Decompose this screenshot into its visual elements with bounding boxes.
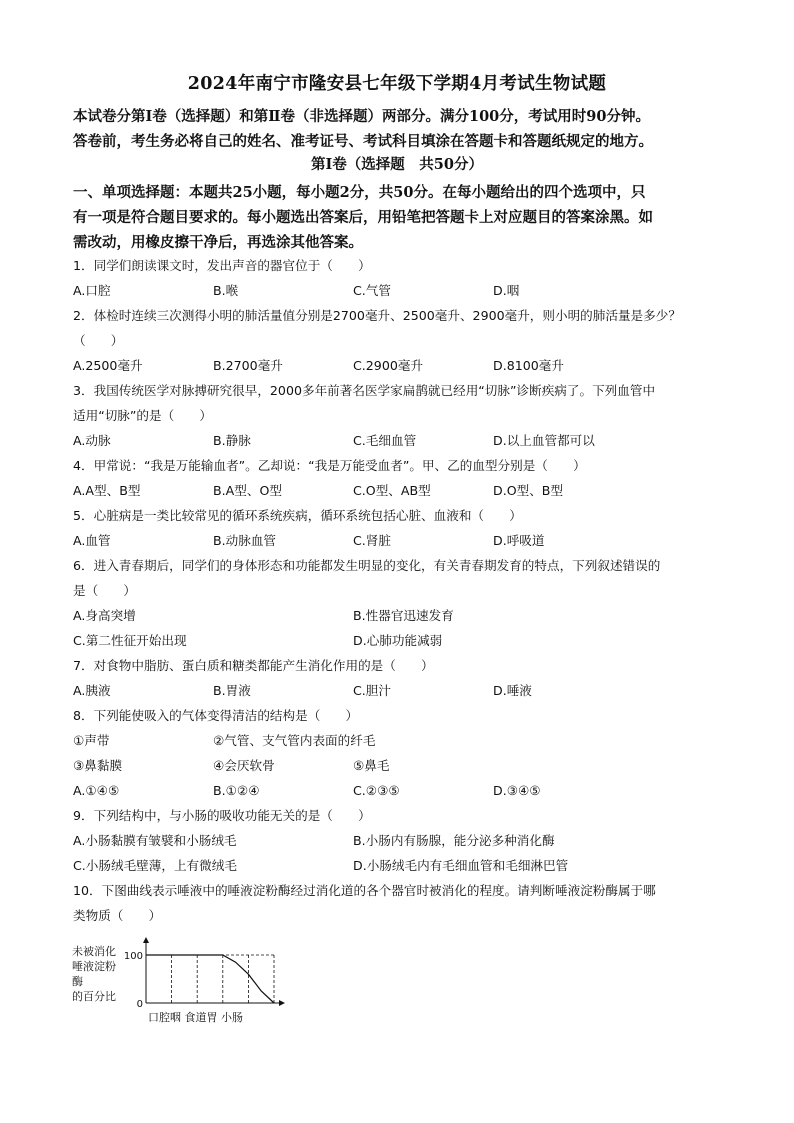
option: B.①②④ bbox=[213, 783, 260, 798]
intro-line: 本试卷分第Ⅰ卷（选择题）和第Ⅱ卷（非选择题）两部分。满分100分，考试用时90分钟。 bbox=[73, 108, 650, 125]
intro-line: 答卷前，考生务必将自己的姓名、准考证号、考试科目填涂在答题卡和答题纸规定的地方。 bbox=[73, 133, 653, 150]
y-label-line: 酶 bbox=[72, 975, 83, 988]
question-list bbox=[73, 253, 733, 928]
option: A.口腔 bbox=[73, 283, 111, 298]
option: A.①④⑤ bbox=[73, 783, 120, 798]
option: D.咽 bbox=[493, 283, 520, 298]
x-axis-labels: 口腔咽 食道胃 小肠 bbox=[148, 1011, 243, 1024]
question-stem: 8．下列能使吸入的气体变得清洁的结构是（ ） bbox=[73, 708, 359, 723]
option: B.2700毫升 bbox=[213, 358, 283, 373]
option: B.动脉血管 bbox=[213, 533, 277, 548]
options-row bbox=[73, 428, 733, 453]
option: C.第二性征开始出现 bbox=[73, 633, 187, 648]
segment-dividers bbox=[146, 955, 274, 1003]
y-tick-labels bbox=[124, 951, 143, 1010]
option: C.O型、AB型 bbox=[353, 483, 431, 498]
exam-intro bbox=[73, 104, 733, 154]
y-tick-label: 100 bbox=[123, 951, 143, 962]
question-stem-cont: 类物质（ ） bbox=[73, 908, 162, 923]
options-row bbox=[73, 778, 733, 803]
option: A.动脉 bbox=[73, 433, 111, 448]
question-stem: 4．甲常说：“我是万能输血者”。乙却说：“我是万能受血者”。甲、乙的血型分别是（ ） bbox=[73, 458, 586, 473]
structure-item: ②气管、支气管内表面的纤毛 bbox=[213, 733, 376, 748]
option: B.性器官迅速发育 bbox=[353, 608, 454, 623]
options-row bbox=[73, 853, 733, 878]
question-stem: 6．进入青春期后，同学们的身体形态和功能都发生明显的变化，有关青春期发育的特点，下列叙述错误的 bbox=[73, 558, 661, 573]
option: B.胃液 bbox=[213, 683, 251, 698]
section-title: 第Ⅰ卷（选择题 共50分） bbox=[311, 156, 483, 173]
question-stem: 2．体检时连续三次测得小明的肺活量值分别是2700毫升、2500毫升、2900毫升，则小明的肺活量是多少？ bbox=[73, 308, 681, 323]
series-line bbox=[146, 955, 274, 1003]
option: A.胰液 bbox=[73, 683, 111, 698]
option: B.小肠内有肠腺，能分泌多种消化酶 bbox=[353, 833, 555, 848]
options-row bbox=[73, 478, 733, 503]
question-stem: 7．对食物中脂肪、蛋白质和糖类都能产生消化作用的是（ ） bbox=[73, 658, 434, 673]
option: C.胆汁 bbox=[353, 683, 391, 698]
question-stem-cont: （ ） bbox=[73, 333, 124, 348]
option: D.O型、B型 bbox=[493, 483, 564, 498]
items-row bbox=[73, 753, 733, 778]
structure-item: ③鼻黏膜 bbox=[73, 758, 123, 773]
options-row bbox=[73, 528, 733, 553]
option: A.身高突增 bbox=[73, 608, 136, 623]
options-row bbox=[73, 828, 733, 853]
option: C.小肠绒毛壁薄，上有微绒毛 bbox=[73, 858, 237, 873]
question-stem-cont: 是（ ） bbox=[73, 583, 136, 598]
option: C.肾脏 bbox=[353, 533, 391, 548]
option: C.毛细血管 bbox=[353, 433, 417, 448]
y-label-line: 唾液淀粉 bbox=[72, 960, 116, 973]
instruction-line: 需改动，用橡皮擦干净后，再选涂其他答案。 bbox=[73, 234, 363, 251]
structure-item: ⑤鼻毛 bbox=[353, 758, 390, 773]
options-row bbox=[73, 628, 733, 653]
instruction-line: 有一项是符合题目要求的。每小题选出答案后，用铅笔把答题卡上对应题目的答案涂黑。如 bbox=[73, 209, 653, 226]
digestion-chart bbox=[70, 935, 300, 1035]
page-title: 2024年南宁市隆安县七年级下学期4月考试生物试题 bbox=[187, 74, 607, 94]
y-label-line: 未被消化 bbox=[72, 945, 116, 958]
options-row bbox=[73, 678, 733, 703]
option: D.唾液 bbox=[493, 683, 532, 698]
option: B.静脉 bbox=[213, 433, 251, 448]
items-row bbox=[73, 728, 733, 753]
options-row bbox=[73, 603, 733, 628]
option: A.A型、B型 bbox=[73, 483, 141, 498]
option: D.以上血管都可以 bbox=[493, 433, 595, 448]
option: D.8100毫升 bbox=[493, 358, 564, 373]
section-instructions bbox=[73, 180, 733, 255]
option: B.喉 bbox=[213, 283, 239, 298]
y-label-line: 的百分比 bbox=[72, 990, 116, 1003]
question-stem: 9．下列结构中，与小肠的吸收功能无关的是（ ） bbox=[73, 808, 371, 823]
question-stem: 10．下图曲线表示唾液中的唾液淀粉酶经过消化道的各个器官时被消化的程度。请判断唾液淀粉酶属于哪 bbox=[73, 883, 656, 898]
option: C.2900毫升 bbox=[353, 358, 424, 373]
option: C.②③⑤ bbox=[353, 783, 400, 798]
structure-item: ④会厌软骨 bbox=[213, 758, 275, 773]
question-stem: 3．我国传统医学对脉搏研究很早，2000多年前著名医学家扁鹊就已经用“切脉”诊断疾病了。下列血管中 bbox=[73, 383, 656, 398]
instruction-line: 一、单项选择题：本题共25小题，每小题2分，共50分。在每小题给出的四个选项中，只 bbox=[73, 184, 646, 201]
option: C.气管 bbox=[353, 283, 391, 298]
option: A.小肠黏膜有皱襞和小肠绒毛 bbox=[73, 833, 237, 848]
option: A.2500毫升 bbox=[73, 358, 143, 373]
y-tick-label: 0 bbox=[136, 999, 143, 1010]
option: D.呼吸道 bbox=[493, 533, 545, 548]
option: D.小肠绒毛内有毛细血管和毛细淋巴管 bbox=[353, 858, 569, 873]
question-stem-cont: 适用“切脉”的是（ ） bbox=[73, 408, 212, 423]
y-axis-label bbox=[72, 944, 116, 1003]
options-row bbox=[73, 353, 733, 378]
question-stem: 1．同学们朗读课文时，发出声音的器官位于（ ） bbox=[73, 258, 371, 273]
chart-svg bbox=[70, 935, 300, 1035]
option: D.③④⑤ bbox=[493, 783, 541, 798]
options-row bbox=[73, 278, 733, 303]
option: D.心肺功能减弱 bbox=[353, 633, 443, 648]
option: A.血管 bbox=[73, 533, 111, 548]
structure-item: ①声带 bbox=[73, 733, 110, 748]
option: B.A型、O型 bbox=[213, 483, 282, 498]
question-stem: 5．心脏病是一类比较常见的循环系统疾病，循环系统包括心脏、血液和（ ） bbox=[73, 508, 522, 523]
